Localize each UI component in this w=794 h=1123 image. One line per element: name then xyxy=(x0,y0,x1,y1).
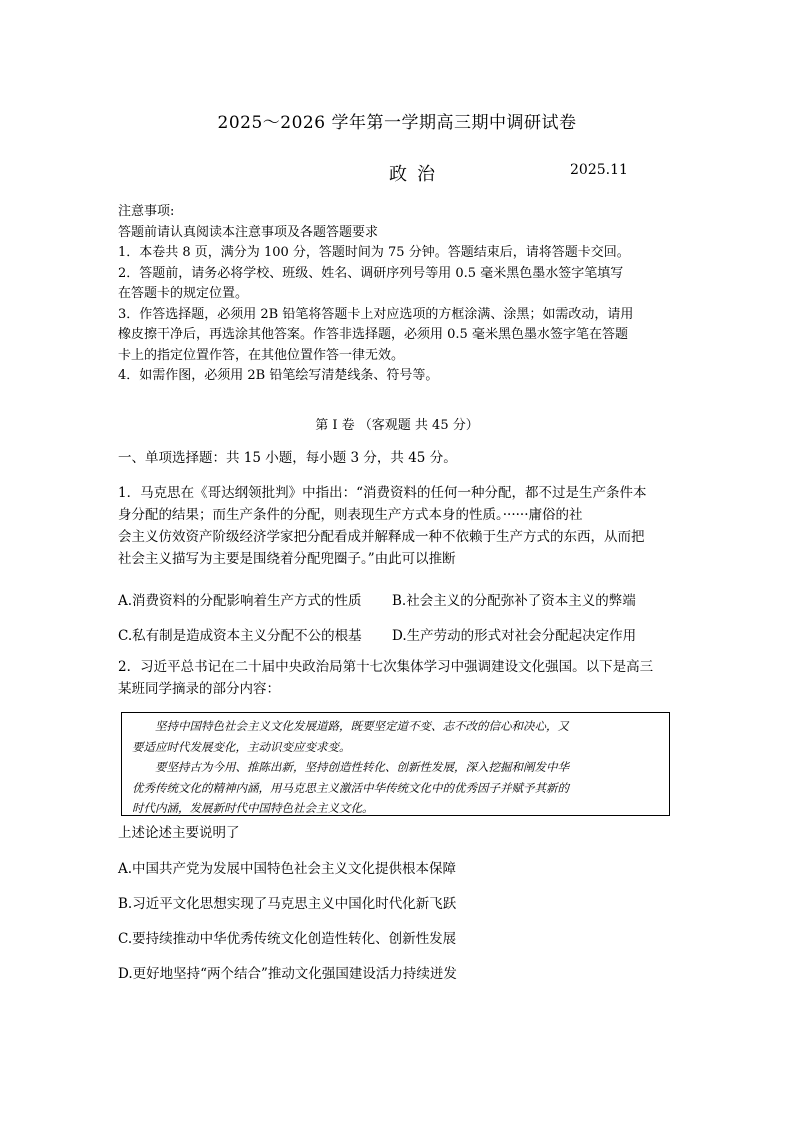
notice-block xyxy=(118,202,678,387)
exam-subject: 政治 xyxy=(389,164,445,185)
quote-line: 要坚持古为今用、推陈出新，坚持创造性转化、创新性发展，深入挖掘和阐发中华 xyxy=(155,760,569,774)
notice-line: 橡皮擦干净后，再选涂其他答案。作答非选择题，必须用 0.5 毫米黑色墨水签字笔在答题 xyxy=(118,327,628,342)
question-1-line: 1．马克思在《哥达纲领批判》中指出：“消费资料的任何一种分配，都不过是生产条件本 xyxy=(118,485,647,501)
question-2 xyxy=(118,656,678,700)
question-2-stem: 上述论述主要说明了 xyxy=(118,825,240,841)
question-2-line: 2．习近平总书记在二十届中央政治局第十七次集体学习中强调建设文化强国。以下是高三 xyxy=(118,659,654,675)
question-1 xyxy=(118,482,678,570)
part-heading: 一、单项选择题：共 15 小题，每小题 3 分，共 45 分。 xyxy=(118,450,457,466)
quote-line: 坚持中国特色社会主义文化发展道路，既要坚定道不变、志不改的信心和决心，又 xyxy=(155,719,569,733)
question-1-line: 身分配的结果；而生产条件的分配，则表现生产方式本身的性质。······庸俗的社 xyxy=(118,507,583,523)
q1-option-d: D.生产劳动的形式对社会分配起决定作用 xyxy=(392,628,637,644)
notice-line: 在答题卡的规定位置。 xyxy=(118,286,249,301)
notice-line: 2．答题前，请务必将学校、班级、姓名、调研序列号等用 0.5 毫米黑色墨水签字笔填写 xyxy=(118,265,624,281)
q2-option-b: B.习近平文化思想实现了马克思主义中国化时代化新飞跃 xyxy=(118,896,457,912)
notice-line: 3．作答选择题，必须用 2B 铅笔将答题卡上对应选项的方框涂满、涂黑；如需改动，请用 xyxy=(118,306,634,322)
question-1-line: 会主义仿效资产阶级经济学家把分配看成并解释成一种不依赖于生产方式的东西，从而把 xyxy=(118,529,645,545)
section-heading: 第 I 卷 （客观题 共 45 分） xyxy=(315,418,479,433)
question-2-line: 某班同学摘录的部分内容： xyxy=(118,681,280,697)
q2-option-a: A.中国共产党为发展中国特色社会主义文化提供根本保障 xyxy=(118,861,457,877)
notice-line: 卡上的指定位置作答，在其他位置作答一律无效。 xyxy=(118,347,405,363)
q1-option-b: B.社会主义的分配弥补了资本主义的弊端 xyxy=(392,593,636,609)
notice-heading: 注意事项: xyxy=(118,204,175,219)
q2-option-d: D.更好地坚持“两个结合”推动文化强国建设活力持续迸发 xyxy=(118,966,457,982)
quote-line: 时代内涵，发展新时代中国特色社会主义文化。 xyxy=(132,801,374,815)
question-1-line: 社会主义描写为主要是围绕着分配兜圈子。”由此可以推断 xyxy=(118,551,456,567)
quote-line: 优秀传统文化的精神内涵，用马克思主义激活中华传统文化中的优秀因子并赋予其新的 xyxy=(132,780,569,795)
exam-title: 2025～2026 学年第一学期高三期中调研试卷 xyxy=(217,113,577,133)
q1-option-a: A.消费资料的分配影响着生产方式的性质 xyxy=(118,593,362,609)
notice-intro: 答题前请认真阅读本注意事项及各题答题要求 xyxy=(118,224,379,240)
quote-line: 要适应时代发展变化，主动识变应变求变。 xyxy=(132,739,351,754)
q1-option-c: C.私有制是造成资本主义分配不公的根基 xyxy=(118,628,362,644)
exam-date: 2025.11 xyxy=(570,162,628,178)
q2-option-c: C.要持续推动中华优秀传统文化创造性转化、创新性发展 xyxy=(118,931,457,947)
notice-line: 4．如需作图，必须用 2B 铅笔绘写清楚线条、符号等。 xyxy=(118,368,439,383)
notice-line: 1．本卷共 8 页，满分为 100 分，答题时间为 75 分钟。答题结束后，请将答题卡交回。 xyxy=(118,245,630,260)
quote-box xyxy=(121,712,670,816)
